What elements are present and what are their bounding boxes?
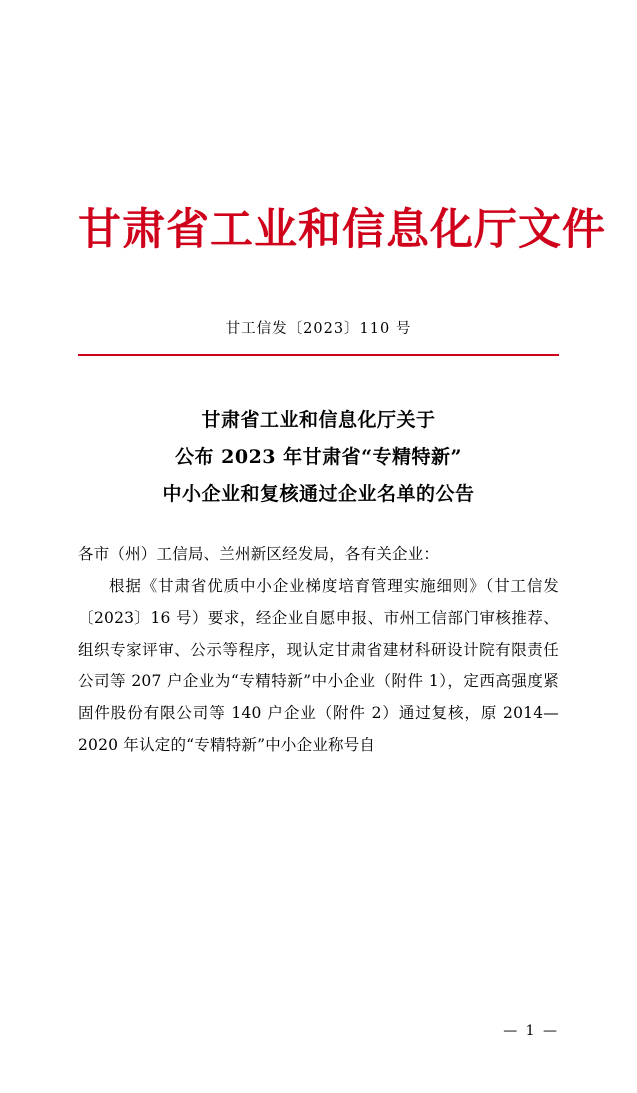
body-paragraph-1: 根据《甘肃省优质中小企业梯度培育管理实施细则》（甘工信发〔2023〕16 号）要求，经企业自愿申报、市州工信部门审核推荐、组织专家评审、公示等程序，现认定甘肃省建材科研设计院有限责任公司等 207 户企业为“专精特新”中小企业（附件 1），定西高强度紧固件股份有限公司等 140 户企业（附件 2）通过复核，原 2014—2020 年认定的“专精特新”中小企业称号自 bbox=[78, 576, 559, 755]
document-number: 甘工信发〔2023〕110 号 bbox=[225, 320, 412, 337]
red-divider-rule bbox=[78, 354, 559, 356]
document-title bbox=[78, 402, 559, 513]
title-line-1: 甘肃省工业和信息化厅关于 bbox=[201, 408, 436, 431]
page-number: — 1 — bbox=[503, 1023, 559, 1039]
salutation-line: 各市（州）工信局、兰州新区经发局，各有关企业： bbox=[78, 544, 440, 563]
title-line-2: 公布 2023 年甘肃省“专精特新” bbox=[175, 445, 462, 468]
masthead-title: 甘肃省工业和信息化厅文件 bbox=[78, 205, 606, 255]
title-line-3: 中小企业和复核通过企业名单的公告 bbox=[162, 482, 475, 505]
document-page bbox=[0, 205, 637, 1093]
document-body bbox=[78, 539, 559, 762]
